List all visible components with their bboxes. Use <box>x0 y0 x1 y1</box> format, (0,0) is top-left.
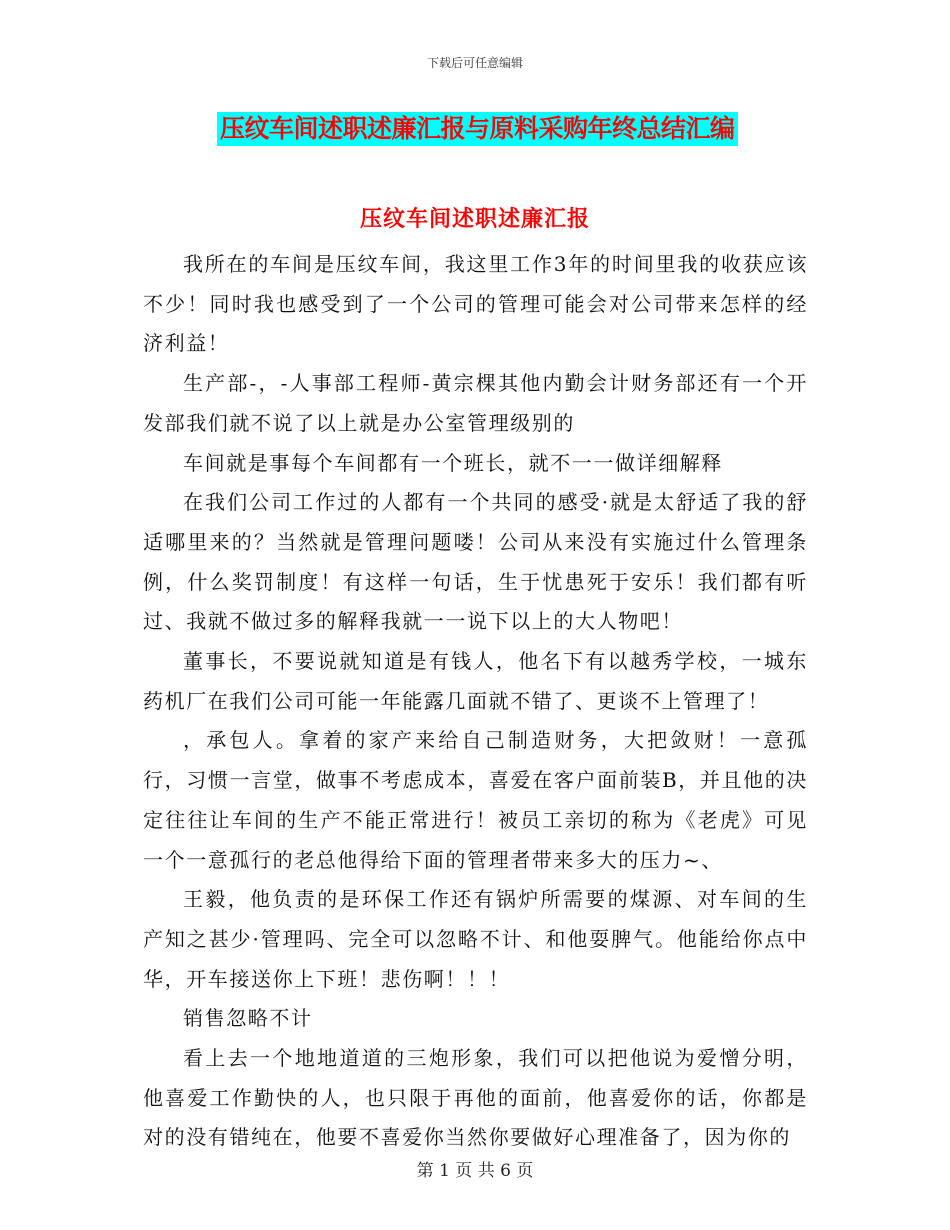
document-body <box>143 245 808 1158</box>
page-number-footer: 第 1 页 共 6 页 <box>416 1161 534 1181</box>
body-paragraph: 董事长，不要说就知道是有钱人，他名下有以越秀学校，一城东药机厂在我们公司可能一年能露几面就不错了、更谈不上管理了！ <box>143 649 808 713</box>
document-title: 压纹车间述职述廉汇报与原料采购年终总结汇编 <box>217 112 738 146</box>
body-paragraph: 在我们公司工作过的人都有一个共同的感受·就是太舒适了我的舒适哪里来的？当然就是管理问题喽！公司从来没有实施过什么管理条例，什么奖罚制度！有这样一句话，生于忧患死于安乐！我们都有听过、我就不做过多的解释我就一一说下以上的大人物吧！ <box>143 490 808 634</box>
section-title: 压纹车间述职述廉汇报 <box>359 206 590 232</box>
body-paragraph: 销售忽略不计 <box>183 1006 313 1031</box>
body-paragraph: 我所在的车间是压纹车间，我这里工作3年的时间里我的收获应该不少！同时我也感受到了一个公司的管理可能会对公司带来怎样的经济利益！ <box>143 252 808 356</box>
body-paragraph: 车间就是事每个车间都有一个班长，就不一一做详细解释 <box>183 450 723 475</box>
page-header-note: 下载后可任意编辑 <box>426 56 523 70</box>
body-paragraph: 王毅，他负责的是环保工作还有锅炉所需要的煤源、对车间的生产知之甚少·管理吗、完全可以忽略不计、和他耍脾气。他能给你点中华，开车接送你上下班！悲伤啊！！！ <box>143 887 808 991</box>
body-paragraph: 生产部-，-人事部工程师-黄宗棵其他内勤会计财务部还有一个开发部我们就不说了以上就是办公室管理级别的 <box>143 371 808 435</box>
body-paragraph: ，承包人。拿着的家产来给自己制造财务，大把敛财！一意孤行，习惯一言堂，做事不考虑成本，喜爱在客户面前装B，并且他的决定往往让车间的生产不能正常进行！被员工亲切的称为《老虎》可见一个一意孤行的老总他得给下面的管理者带来多大的压力~、 <box>143 728 808 872</box>
body-paragraph: 看上去一个地地道道的三炮形象，我们可以把他说为爱憎分明，他喜爱工作勤快的人，也只限于再他的面前，他喜爱你的话，你都是对的没有错纯在，他要不喜爱你当然你要做好心理准备了，因为你的 <box>143 1046 808 1150</box>
